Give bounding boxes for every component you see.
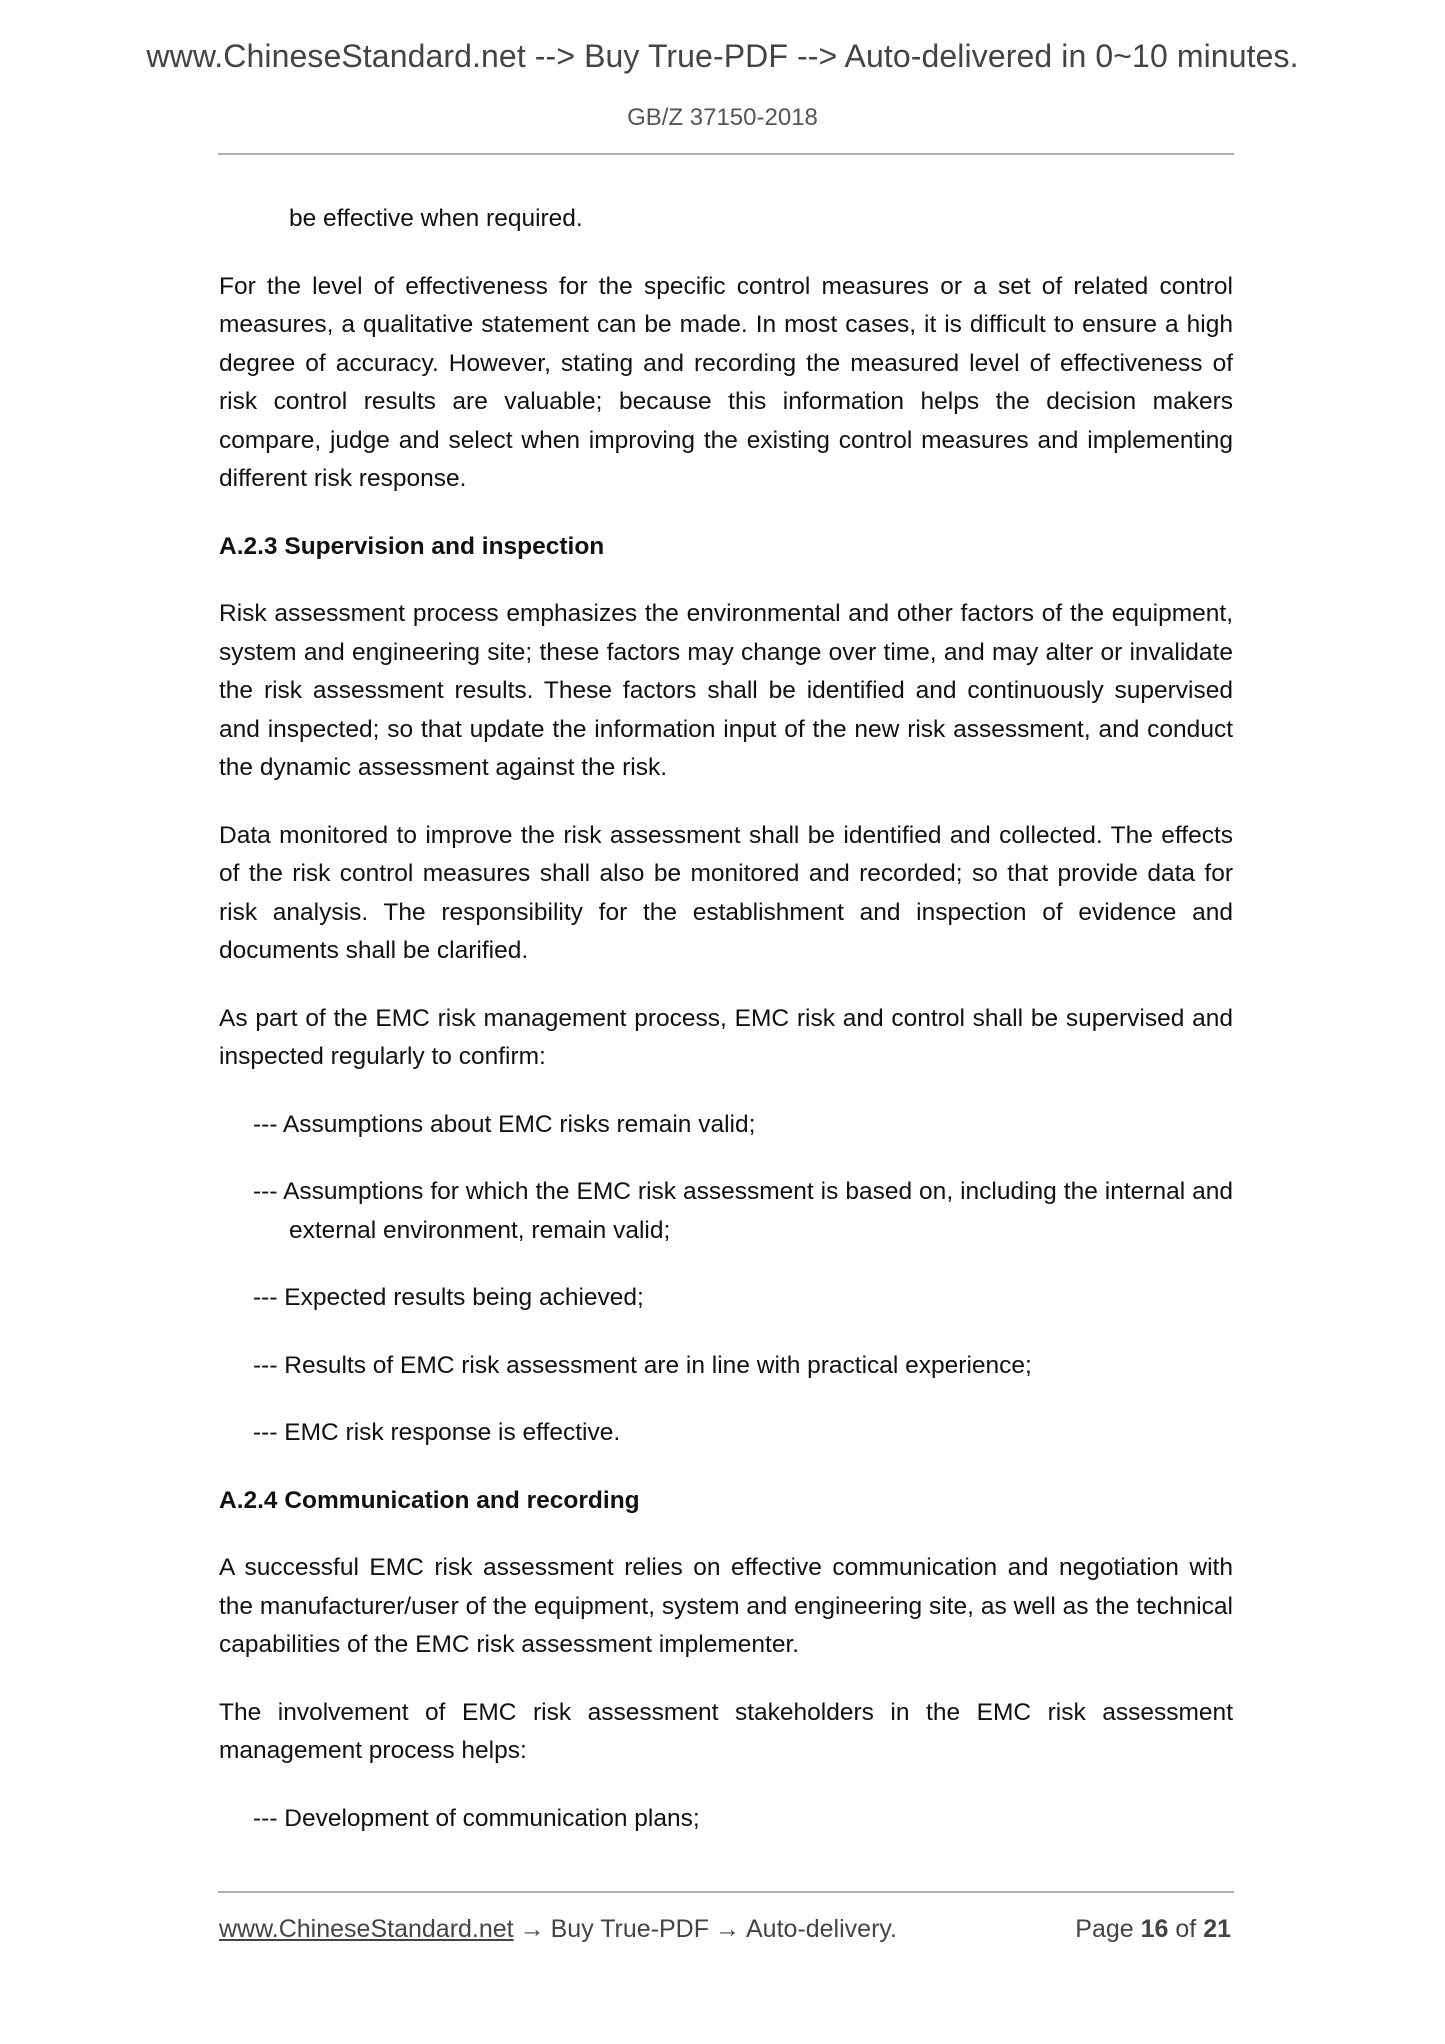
list-item: --- Assumptions for which the EMC risk assessment is based on, including the internal and external environment, remain valid; (253, 1178, 1233, 1244)
footer-divider (218, 1891, 1234, 1893)
paragraph-a24-1: A successful EMC risk assessment relies on effective communication and negotiation with the manufacturer/user of the equipment, system and engineering site, as well as the technical capabilities of the EMC risk assessment implementer. (219, 1554, 1233, 1658)
page-total: 21 (1203, 1915, 1231, 1943)
document-code: GB/Z 37150-2018 (627, 104, 818, 131)
paragraph-a23-1: Risk assessment process emphasizes the environmental and other factors of the equipment, system and engineering site; these factors may change over time, and may alter or invalidate the risk assessment results. These factors shall be identified and continuously supervised and inspected; so that update the information input of the new risk assessment, and conduct the dynamic assessment against the risk. (219, 600, 1233, 781)
footer-site-link[interactable]: www.ChineseStandard.net (219, 1915, 514, 1943)
section-heading-a23: A.2.3 Supervision and inspection (219, 532, 605, 560)
page-label: Page (1075, 1915, 1134, 1943)
arrow-right-icon: → (715, 1915, 740, 1943)
page-indicator (1075, 1915, 1231, 1944)
list-item: --- Development of communication plans; (253, 1804, 700, 1832)
header-divider (218, 153, 1234, 155)
paragraph-a23-3: As part of the EMC risk management process, EMC risk and control shall be supervised and inspected regularly to confirm: (219, 1004, 1233, 1070)
top-banner: www.ChineseStandard.net --> Buy True-PDF --> Auto-delivered in 0~10 minutes. (146, 38, 1299, 74)
paragraph-a23-2: Data monitored to improve the risk assessment shall be identified and collected. The effects of the risk control measures shall also be monitored and recorded; so that provide data for risk analysis. The responsibility for the establishment and inspection of evidence and documents shall be clarified. (219, 821, 1233, 964)
page-content (219, 200, 1233, 1867)
footer-buy-text: Buy True-PDF (550, 1915, 709, 1943)
paragraph-effectiveness: For the level of effectiveness for the specific control measures or a set of related control measures, a qualitative statement can be made. In most cases, it is difficult to ensure a high degree of accuracy. However, stating and recording the measured level of effectiveness of risk control results are valuable; because this information helps the decision makers compare, judge and select when improving the existing control measures and implementing different risk response. (219, 272, 1233, 492)
page-footer (219, 1915, 1231, 1944)
footer-promo (219, 1915, 897, 1944)
section-heading-a24: A.2.4 Communication and recording (219, 1486, 640, 1514)
list-item: --- Results of EMC risk assessment are in line with practical experience; (253, 1351, 1032, 1379)
footer-delivery-text: Auto-delivery. (746, 1915, 897, 1943)
of-label: of (1175, 1915, 1197, 1943)
paragraph-a24-2: The involvement of EMC risk assessment stakeholders in the EMC risk assessment management process helps: (219, 1698, 1233, 1764)
page-current: 16 (1140, 1915, 1169, 1943)
list-item: --- EMC risk response is effective. (253, 1419, 621, 1446)
continuation-text: be effective when required. (289, 205, 583, 232)
list-item: --- Assumptions about EMC risks remain valid; (253, 1110, 756, 1138)
list-item: --- Expected results being achieved; (253, 1284, 644, 1311)
arrow-right-icon: → (519, 1915, 545, 1943)
